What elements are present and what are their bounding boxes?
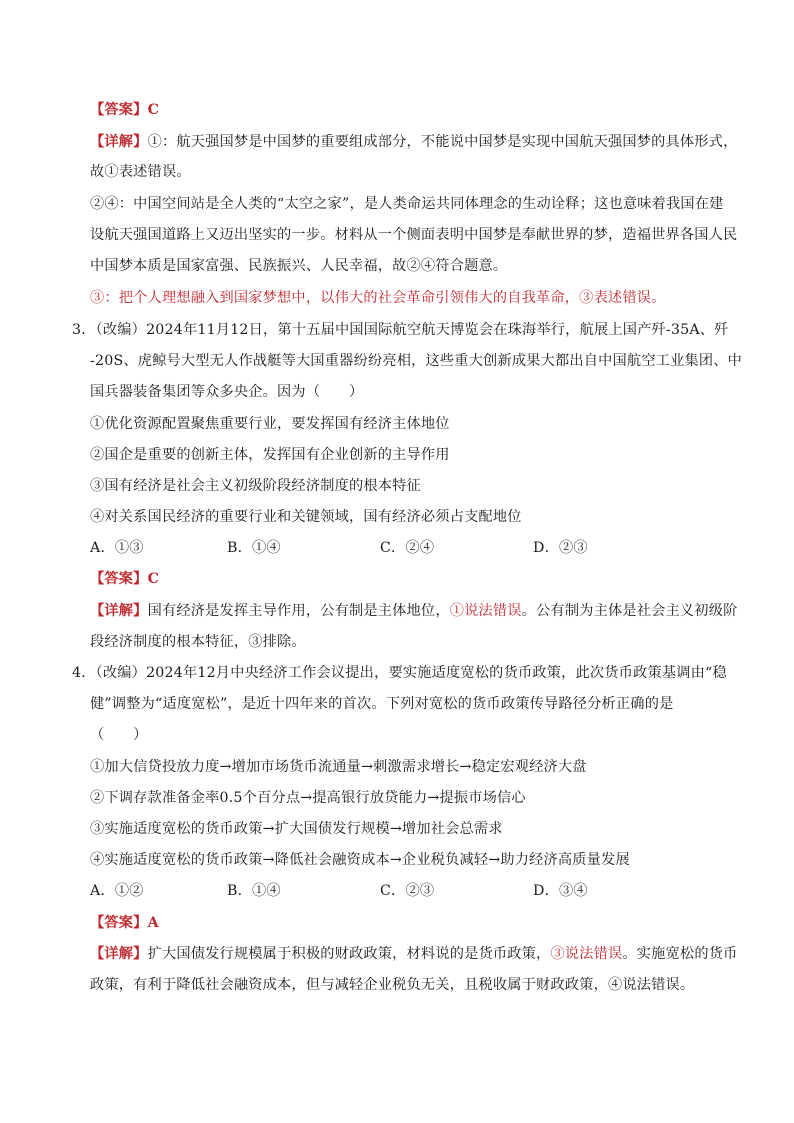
q2-detail-label: 【详解】 [90,134,148,150]
q4-stem-line-2: 健”调整为“适度宽松”，是近十四年来的首次。下列对宽松的货币政策传导路径分析正确的是 [90,696,674,712]
q3-option-b[interactable]: B．①④ [227,540,281,556]
q2-answer-value: C [147,102,160,118]
q4-statement-2: ②下调存款准备金率0.5个百分点→提高银行放贷能力→提振市场信心 [90,790,526,806]
q4-answer-label: 【答案】 [90,915,148,931]
q3-option-d[interactable]: D．②③ [533,540,588,556]
q3-detail-label: 【详解】 [90,603,148,619]
q3-statement-3: ③国有经济是社会主义初级阶段经济制度的根本特征 [90,478,421,494]
q3-statement-4: ④对关系国民经济的重要行业和关键领域，国有经济必须占支配地位 [90,509,522,525]
q4-option-d[interactable]: D．③④ [533,883,588,899]
q4-detail-text-1a: 扩大国债发行规模属于积极的财政政策，材料说的是货币政策， [147,946,551,962]
q4-answer-value: A [147,915,159,931]
q4-statement-3: ③实施适度宽松的货币政策→扩大国债发行规模→增加社会总需求 [90,821,503,837]
q3-stem-line-3: 国兵器装备集团等众多央企。因为（ ） [90,384,364,400]
q3-option-a[interactable]: A．①③ [90,540,144,556]
q4-option-c[interactable]: C．②③ [380,883,435,899]
q3-answer-label: 【答案】 [90,571,148,587]
q4-statement-1: ①加大信贷投放力度→增加市场货币流通量→刺激需求增长→稳定宏观经济大盘 [90,759,587,775]
q2-detail-line-3: ②④：中国空间站是全人类的“太空之家”，是人类命运共同体理念的生动诠释；这也意味着我国在建 [90,196,724,212]
q3-detail-line-2: 段经济制度的根本特征，③排除。 [90,634,306,650]
q3-detail-text-1b: ①说法错误 [449,603,522,619]
q4-stem-line-1: 4．（改编）2024年12月中央经济工作会议提出，要实施适度宽松的货币政策，此次货币政策基调由“稳 [72,665,727,681]
q4-option-b[interactable]: B．①④ [227,883,281,899]
q3-option-c[interactable]: C．②④ [380,540,435,556]
q3-stem-line-2: -20S、虎鲸号大型无人作战艇等大国重器纷纷亮相，这些重大创新成果大都出自中国航空工业集团、中 [90,353,743,369]
q3-answer-value: C [147,571,160,587]
q3-detail-text-1c: 。公有制为主体是社会主义初级阶 [521,603,738,619]
q3-statement-2: ②国企是重要的创新主体，发挥国有企业创新的主导作用 [90,447,450,463]
q4-answer-line [90,913,794,933]
q2-detail-line-4: 设航天强国道路上又迈出坚实的一步。材料从一个侧面表明中国梦是奉献世界的梦，造福世界各国人民 [90,227,738,243]
q2-detail-line-5: 中国梦本质是国家富强、民族振兴、人民幸福，故②④符合题意。 [90,258,508,274]
q4-detail-line-2: 政策，有利于降低社会融资成本，但与减轻企业税负无关，且税收属于财政政策，④说法错误。 [90,977,695,993]
q3-statement-1: ①优化资源配置聚焦重要行业，要发挥国有经济主体地位 [90,416,450,432]
q2-detail-text-1: ①：航天强国梦是中国梦的重要组成部分，不能说中国梦是实现中国航天强国梦的具体形式， [147,134,738,150]
q4-stem-line-3: （ ） [90,727,148,743]
q4-detail-text-1b: ③说法错误 [550,946,623,962]
q2-detail-line-6: ③：把个人理想融入到国家梦想中，以伟大的社会革命引领伟大的自我革命，③表述错误。 [90,290,666,306]
q3-answer-line [90,569,794,589]
q4-detail-label: 【详解】 [90,946,148,962]
q3-stem-line-1: 3．（改编）2024年11月12日，第十五届中国国际航空航天博览会在珠海举行，航展上国产歼-35A、歼 [72,322,729,338]
q2-detail-line-1 [90,132,794,152]
q2-detail-line-2: 故①表述错误。 [90,164,191,180]
q4-detail-text-1c: 。实施宽松的货币 [622,946,738,962]
q4-detail-line-1 [90,944,794,964]
q4-statement-4: ④实施适度宽松的货币政策→降低社会融资成本→企业税负减轻→助力经济高质量发展 [90,852,630,868]
q2-answer-label: 【答案】 [90,102,148,118]
q3-detail-text-1a: 国有经济是发挥主导作用，公有制是主体地位， [147,603,450,619]
q3-detail-line-1 [90,601,794,621]
q2-answer-line [90,100,794,120]
q4-option-a[interactable]: A．①② [90,883,144,899]
